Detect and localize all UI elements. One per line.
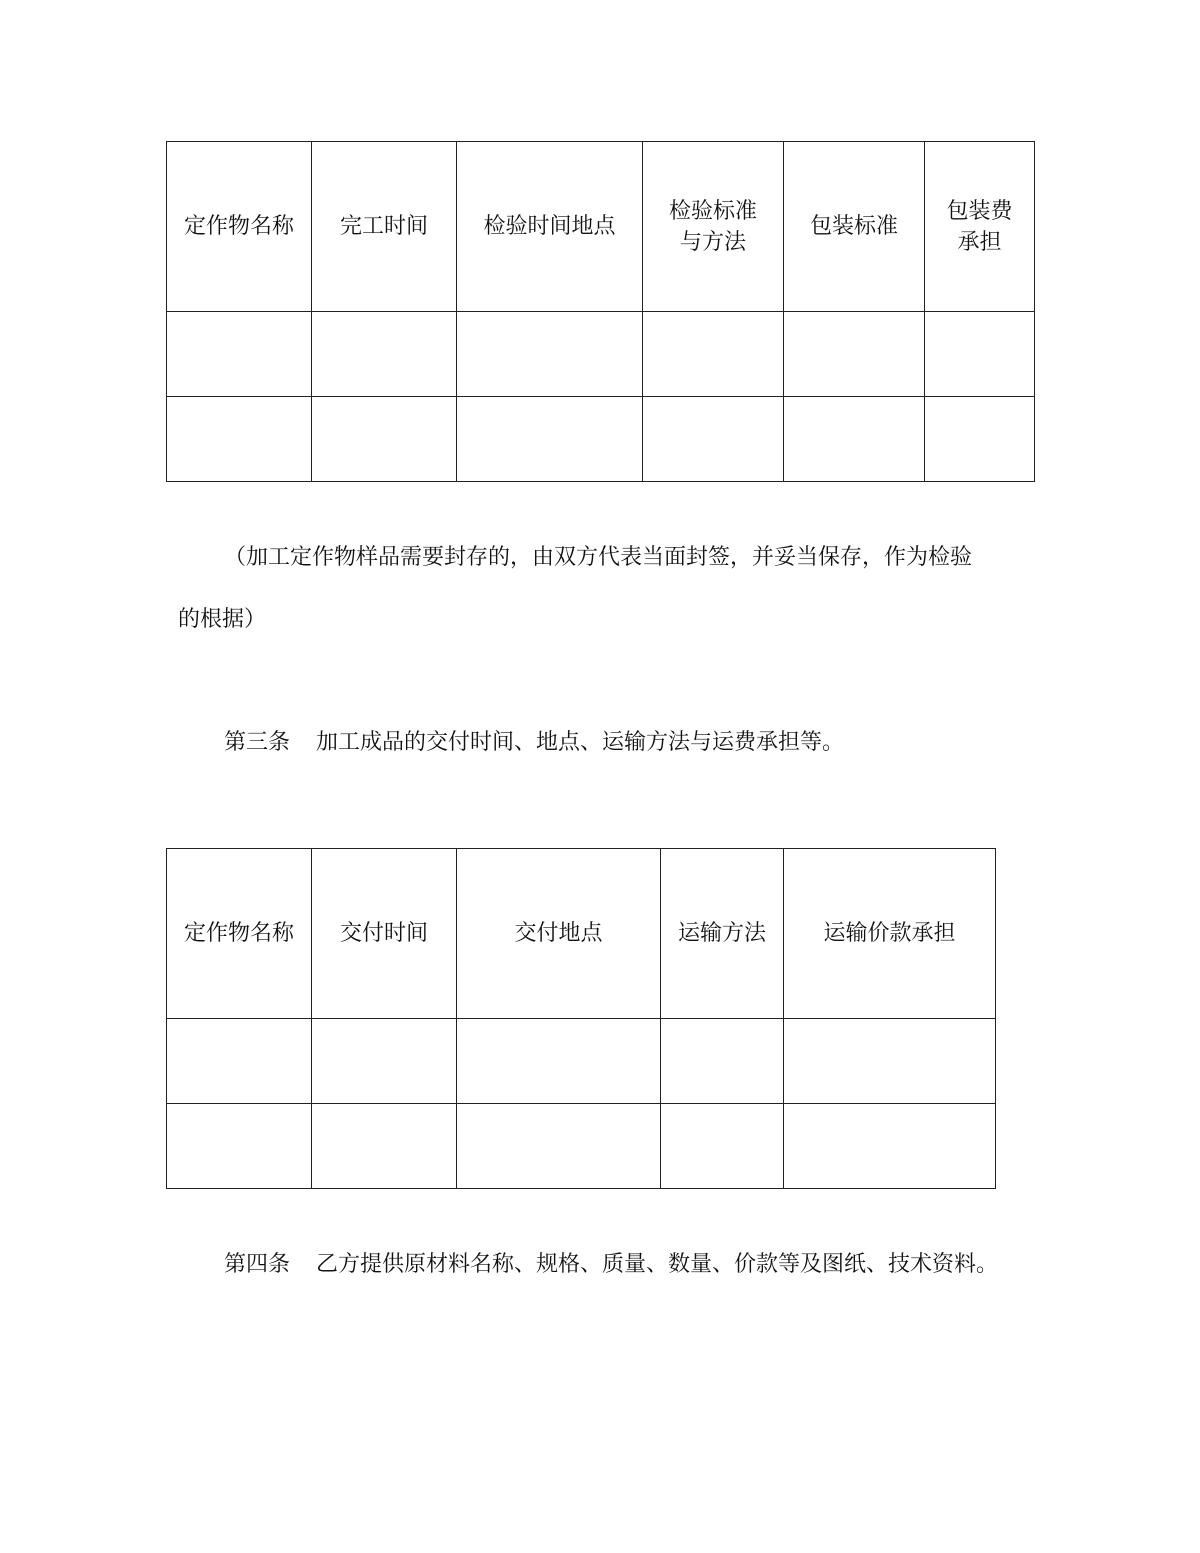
table-cell[interactable]	[457, 1104, 661, 1189]
header-cell-item-name	[167, 142, 312, 312]
processing-inspection-table	[166, 141, 1035, 482]
table-cell[interactable]	[457, 312, 643, 397]
table-cell[interactable]	[784, 1019, 996, 1104]
header-cell-packaging-fee	[925, 142, 1035, 312]
table-cell[interactable]	[312, 397, 457, 482]
table-cell[interactable]	[167, 1019, 312, 1104]
table-header-row	[167, 849, 996, 1019]
header-cell-item-name: 定作物名称	[167, 849, 312, 1019]
table-row	[167, 1104, 996, 1189]
table-cell[interactable]	[167, 1104, 312, 1189]
header-label: 完工时间	[339, 214, 428, 239]
header-cell-inspection-standard	[643, 142, 784, 312]
header-label: 承担	[957, 229, 1002, 255]
table-cell[interactable]	[167, 312, 312, 397]
table-header-row	[167, 142, 1035, 312]
header-label: 包装标准	[809, 214, 898, 239]
table-cell[interactable]	[925, 397, 1035, 482]
table-cell[interactable]	[167, 397, 312, 482]
header-cell-delivery-time: 交付时间	[312, 849, 457, 1019]
header-label: 检验时间地点	[483, 214, 616, 239]
table-cell[interactable]	[643, 312, 784, 397]
clause-number: 第四条	[224, 1252, 291, 1277]
delivery-table	[166, 848, 996, 1189]
table-row	[167, 1019, 996, 1104]
table-cell[interactable]	[312, 1019, 457, 1104]
sample-seal-note: （加工定作物样品需要封存的，由双方代表当面封签，并妥当保存，作为检验	[224, 545, 973, 570]
table-cell[interactable]	[784, 397, 925, 482]
header-cell-transport-cost: 运输价款承担	[784, 849, 996, 1019]
table-cell[interactable]	[925, 312, 1035, 397]
header-cell-transport-method: 运输方法	[661, 849, 784, 1019]
table-cell[interactable]	[661, 1104, 784, 1189]
header-label: 与方法	[679, 229, 746, 255]
table-row	[167, 312, 1035, 397]
table-cell[interactable]	[784, 312, 925, 397]
table-cell[interactable]	[661, 1019, 784, 1104]
clause-3	[224, 728, 844, 758]
clause-number: 第三条	[224, 730, 291, 755]
header-cell-delivery-place: 交付地点	[457, 849, 661, 1019]
clause-4	[224, 1250, 998, 1280]
header-cell-inspection-time-place	[457, 142, 643, 312]
table-cell[interactable]	[312, 1104, 457, 1189]
clause-text: 乙方提供原材料名称、规格、质量、数量、价款等及图纸、技术资料。	[316, 1252, 999, 1277]
clause-text: 加工成品的交付时间、地点、运输方法与运费承担等。	[316, 730, 845, 755]
header-label: 定作物名称	[183, 214, 294, 239]
header-label: 检验标准	[668, 198, 757, 224]
table-cell[interactable]	[643, 397, 784, 482]
header-cell-completion-time	[312, 142, 457, 312]
table-cell[interactable]	[784, 1104, 996, 1189]
header-cell-packaging-standard	[784, 142, 925, 312]
sample-seal-note-continued: 的根据）	[178, 607, 267, 632]
table-cell[interactable]	[457, 397, 643, 482]
table-row	[167, 397, 1035, 482]
table-cell[interactable]	[312, 312, 457, 397]
header-label: 包装费	[946, 198, 1013, 224]
table-cell[interactable]	[457, 1019, 661, 1104]
